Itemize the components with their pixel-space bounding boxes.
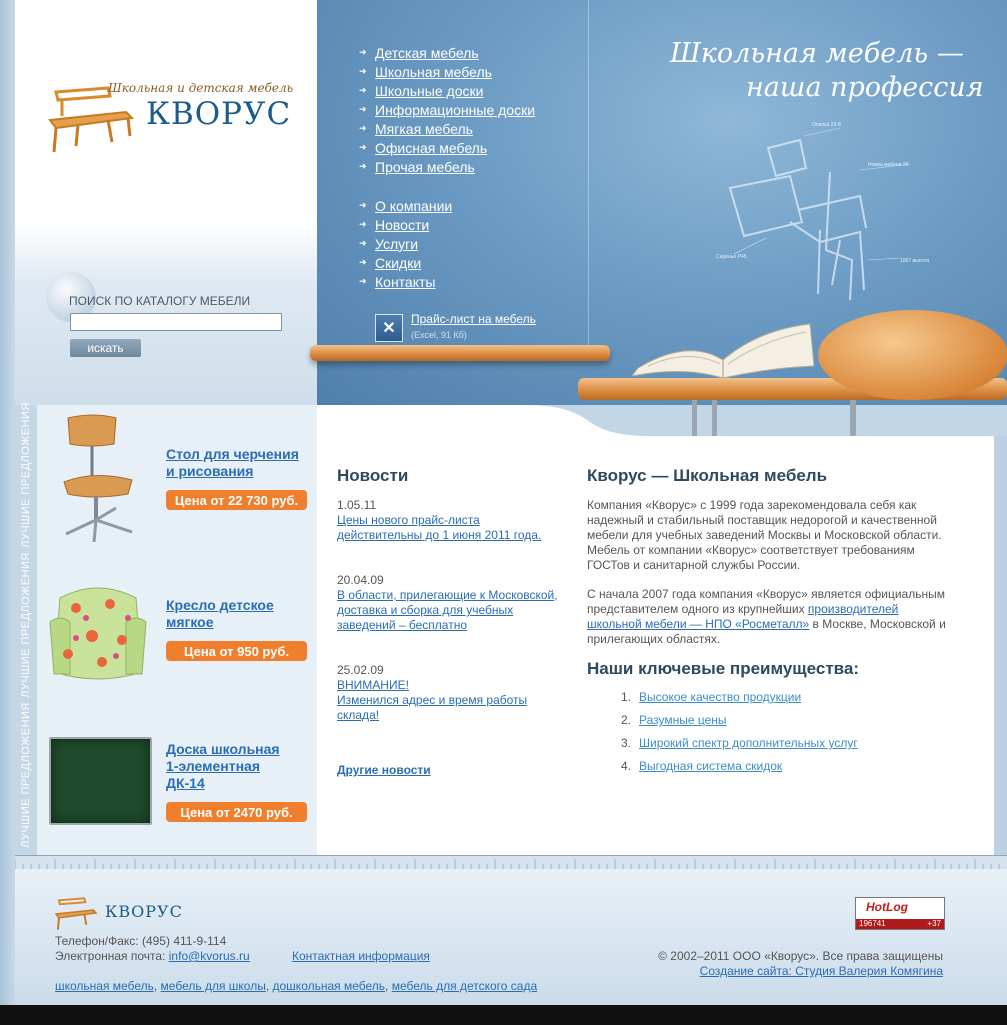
slogan-line-2: наша профессия xyxy=(746,72,984,103)
about-p1-line-3: мебели для учебных заведений Москвы и Московской области. xyxy=(587,528,942,542)
offer-1-title[interactable] xyxy=(166,446,311,480)
advantage-link-3[interactable]: Широкий спектр дополнительных услуг xyxy=(639,736,858,750)
advantages-title: Наши ключевые преимущества: xyxy=(587,659,859,678)
offer-kids-armchair-image[interactable] xyxy=(46,578,150,688)
logo-wordmark: КВОРУС xyxy=(146,96,292,132)
chair-sketch-drawing xyxy=(700,110,950,310)
footer-logo-wordmark: КВОРУС xyxy=(105,902,183,921)
news-2-date: 20.04.09 xyxy=(337,573,384,587)
advantage-link-4[interactable]: Выгодная система скидок xyxy=(639,759,783,773)
advantages-list xyxy=(587,690,858,782)
arrow-bullet-icon: ➜ xyxy=(359,47,367,57)
advantage-item-1 xyxy=(587,690,858,713)
nav-link-info-boards[interactable]: Информационные доски xyxy=(375,101,536,118)
advantage-number: 3. xyxy=(620,736,631,750)
advantage-number: 2. xyxy=(620,713,631,727)
nav-link-services[interactable]: Услуги xyxy=(375,235,419,252)
arrow-bullet-icon: ➜ xyxy=(359,142,367,152)
advantage-link-2[interactable]: Разумные цены xyxy=(639,713,727,727)
slogan-line-1: Школьная мебель — xyxy=(670,38,964,69)
nav-link-about[interactable]: О компании xyxy=(375,197,453,214)
about-p2-line-4: прилегающих областях. xyxy=(587,632,721,646)
search-title: ПОИСК ПО КАТАЛОГУ МЕБЕЛИ xyxy=(69,294,251,308)
about-p1-line-5: ГОСТов и санитарной службы России. xyxy=(587,558,801,572)
about-p2-line-2-pre: представителем одного из крупнейших xyxy=(587,602,808,616)
news-3-date: 25.02.09 xyxy=(337,663,384,677)
about-p1-line-4: Мебель от компании «Кворус» соответствует требованиям xyxy=(587,543,915,557)
nav-item-news xyxy=(359,215,452,234)
rail-label-2: ЛУЧШИЕ ПРЕДЛОЖЕНИЯ xyxy=(20,552,32,698)
nav-item-other-furniture xyxy=(359,157,535,176)
about-p2-line-1: С начала 2007 года компания «Кворус» является официальным xyxy=(587,587,945,601)
about-paragraph-1 xyxy=(587,498,987,573)
news-1-date: 1.05.11 xyxy=(337,498,377,512)
sketch-label-3: Сиденье Р45 xyxy=(716,254,747,260)
manufacturer-link-part-1[interactable]: производителей xyxy=(807,602,899,616)
footer-seo-links: школьная мебель, мебель для школы, дошкольная мебель, мебель для детского сада xyxy=(55,979,538,993)
hotlog-delta: +37 xyxy=(927,919,941,928)
about-p1-line-2: надежный и стабильный поставщик недорогой и качественной xyxy=(587,513,937,527)
sketch-label-1: Опалка 23-8 xyxy=(812,122,841,128)
advantage-item-4 xyxy=(587,759,858,782)
arrow-bullet-icon: ➜ xyxy=(359,219,367,229)
offer-2-title-line-1: Кресло детское xyxy=(166,597,274,613)
rail-label-3: ЛУЧШИЕ ПРЕДЛОЖЕНИЯ xyxy=(20,702,32,848)
arrow-bullet-icon: ➜ xyxy=(359,85,367,95)
seo-link-furniture-for-school[interactable]: мебель для школы xyxy=(160,979,266,993)
offer-3-title-line-3: ДК-14 xyxy=(166,775,205,791)
nav-item-school-furniture xyxy=(359,62,535,81)
advantage-item-2 xyxy=(587,713,858,736)
offer-1-title-line-1: Стол для черчения xyxy=(166,446,299,462)
catalog-search-input[interactable] xyxy=(70,313,282,331)
news-2-link[interactable] xyxy=(337,588,572,633)
offer-3-title[interactable] xyxy=(166,741,311,792)
footer-email-link[interactable]: info@kvorus.ru xyxy=(168,949,250,963)
nav-link-office-furniture[interactable]: Офисная мебель xyxy=(375,139,488,156)
best-offers-rail xyxy=(15,402,37,855)
nav-item-school-boards xyxy=(359,81,535,100)
footer-email-line xyxy=(55,949,250,963)
footer-desk-logo-icon xyxy=(55,895,99,931)
nav-link-soft-furniture[interactable]: Мягкая мебель xyxy=(375,120,473,137)
offer-1-title-line-2: и рисования xyxy=(166,463,254,479)
right-edge-strip xyxy=(994,436,1007,855)
arrow-bullet-icon: ➜ xyxy=(359,238,367,248)
news-1-line-1: Цены нового прайс-листа xyxy=(337,513,480,527)
news-1-line-2: действительны до 1 июня 2011 года. xyxy=(337,528,542,542)
nav-item-services xyxy=(359,234,452,253)
catalog-nav xyxy=(359,43,535,176)
news-3-line-3: склада! xyxy=(337,708,380,722)
advantage-item-3 xyxy=(587,736,858,759)
arrow-bullet-icon: ➜ xyxy=(359,66,367,76)
footer-logo-link[interactable] xyxy=(55,895,183,935)
news-2-line-1: В области, прилегающие к Московской, xyxy=(337,588,558,602)
offer-3-price[interactable]: Цена от 2470 руб. xyxy=(166,802,307,822)
hotlog-stats-bar xyxy=(856,919,944,929)
nav-item-discounts xyxy=(359,253,452,272)
manufacturer-link-part-2[interactable]: школьной мебели — НПО «Росметалл» xyxy=(587,617,810,631)
header-wave xyxy=(317,400,1007,438)
news-2-line-3: заведений – бесплатно xyxy=(337,618,467,632)
nav-item-info-boards xyxy=(359,100,535,119)
nav-link-news[interactable]: Новости xyxy=(375,216,430,233)
arrow-bullet-icon: ➜ xyxy=(359,123,367,133)
excel-icon[interactable]: ✕ xyxy=(375,314,403,342)
arrow-bullet-icon: ➜ xyxy=(359,276,367,286)
hotlog-counter[interactable] xyxy=(855,897,945,930)
nav-link-school-boards[interactable]: Школьные доски xyxy=(375,82,484,99)
offer-drafting-chair-image[interactable] xyxy=(54,412,144,544)
rail-label-1: ЛУЧШИЕ ПРЕДЛОЖЕНИЯ xyxy=(20,402,32,548)
nav-item-about xyxy=(359,196,452,215)
offer-2-title-line-2: мягкое xyxy=(166,614,214,630)
search-button[interactable]: искать xyxy=(70,339,141,357)
news-2-line-2: доставка и сборка для учебных xyxy=(337,603,514,617)
advantage-number: 1. xyxy=(620,690,631,704)
seo-link-school-furniture[interactable]: школьная мебель xyxy=(55,979,154,993)
about-title: Кворус — Школьная мебель xyxy=(587,466,828,485)
footer-email-label: Электронная почта: xyxy=(55,949,169,963)
nav-item-soft-furniture xyxy=(359,119,535,138)
desk-top-oval xyxy=(818,310,1007,400)
nav-link-school-furniture[interactable]: Школьная мебель xyxy=(375,63,492,80)
news-1-link[interactable] xyxy=(337,513,572,543)
offer-2-price[interactable]: Цена от 950 руб. xyxy=(166,641,307,661)
info-nav xyxy=(359,196,452,291)
offer-3-title-line-1: Доска школьная xyxy=(166,741,280,757)
bottom-bar xyxy=(0,1005,1007,1025)
ruler-divider xyxy=(15,855,1007,869)
offer-1-price[interactable]: Цена от 22 730 руб. xyxy=(166,490,307,510)
about-p2-line-3-post: в Москве, Московской и xyxy=(809,617,946,631)
nav-link-contacts[interactable]: Контакты xyxy=(375,273,436,290)
offer-2-title[interactable] xyxy=(166,597,311,631)
sketch-label-4: 1067 высота xyxy=(900,258,930,264)
left-edge-strip xyxy=(0,0,15,1005)
news-3-line-2: Изменился адрес и время работы xyxy=(337,693,528,707)
news-3-line-1: ВНИМАНИЕ! xyxy=(337,678,409,692)
offer-school-board-image[interactable] xyxy=(49,737,152,825)
price-list-meta: (Excel, 91 Кб) xyxy=(411,330,467,340)
seo-link-kindergarten-furniture[interactable]: мебель для детского сада xyxy=(391,979,538,993)
open-book-image xyxy=(628,318,818,380)
chalk-ledge xyxy=(310,345,610,361)
footer-made-by-link[interactable]: Создание сайта: Студия Валерия Комягина xyxy=(699,964,943,978)
footer-phone: Телефон/Факс: (495) 411-9-114 xyxy=(55,934,227,948)
nav-link-discounts[interactable]: Скидки xyxy=(375,254,422,271)
arrow-bullet-icon: ➜ xyxy=(359,200,367,210)
sketch-label-2: Ножка мебели 25 xyxy=(868,162,909,168)
nav-item-kids-furniture xyxy=(359,43,535,62)
price-list-link[interactable]: Прайс-лист на мебель xyxy=(411,312,536,326)
footer-copyright: © 2002–2011 ООО «Кворус». Все права защищены xyxy=(658,949,943,963)
arrow-bullet-icon: ➜ xyxy=(359,161,367,171)
logo-panel xyxy=(15,0,317,405)
home-logo-link[interactable] xyxy=(48,78,294,158)
arrow-bullet-icon: ➜ xyxy=(359,104,367,114)
more-news-link[interactable]: Другие новости xyxy=(337,763,431,777)
nav-link-other-furniture[interactable]: Прочая мебель xyxy=(375,158,475,175)
hotlog-hits: 196741 xyxy=(859,919,886,928)
news-title: Новости xyxy=(337,466,409,485)
footer-contact-link[interactable]: Контактная информация xyxy=(292,949,430,963)
nav-link-kids-furniture[interactable]: Детская мебель xyxy=(375,44,479,61)
board-divider xyxy=(588,0,589,345)
nav-item-contacts xyxy=(359,272,452,291)
offer-3-title-line-2: 1-элементная xyxy=(166,758,261,774)
news-3-link[interactable] xyxy=(337,678,572,723)
arrow-bullet-icon: ➜ xyxy=(359,257,367,267)
logo-tagline: Школьная и детская мебель xyxy=(108,81,294,95)
hotlog-brand: HotLog xyxy=(866,900,908,914)
advantage-number: 4. xyxy=(620,759,631,773)
nav-item-office-furniture xyxy=(359,138,535,157)
seo-link-preschool-furniture[interactable]: дошкольная мебель xyxy=(272,979,386,993)
about-paragraph-2 xyxy=(587,587,987,647)
about-p1-line-1: Компания «Кворус» с 1999 года зарекомендовала себя как xyxy=(587,498,917,512)
advantage-link-1[interactable]: Высокое качество продукции xyxy=(639,690,802,704)
